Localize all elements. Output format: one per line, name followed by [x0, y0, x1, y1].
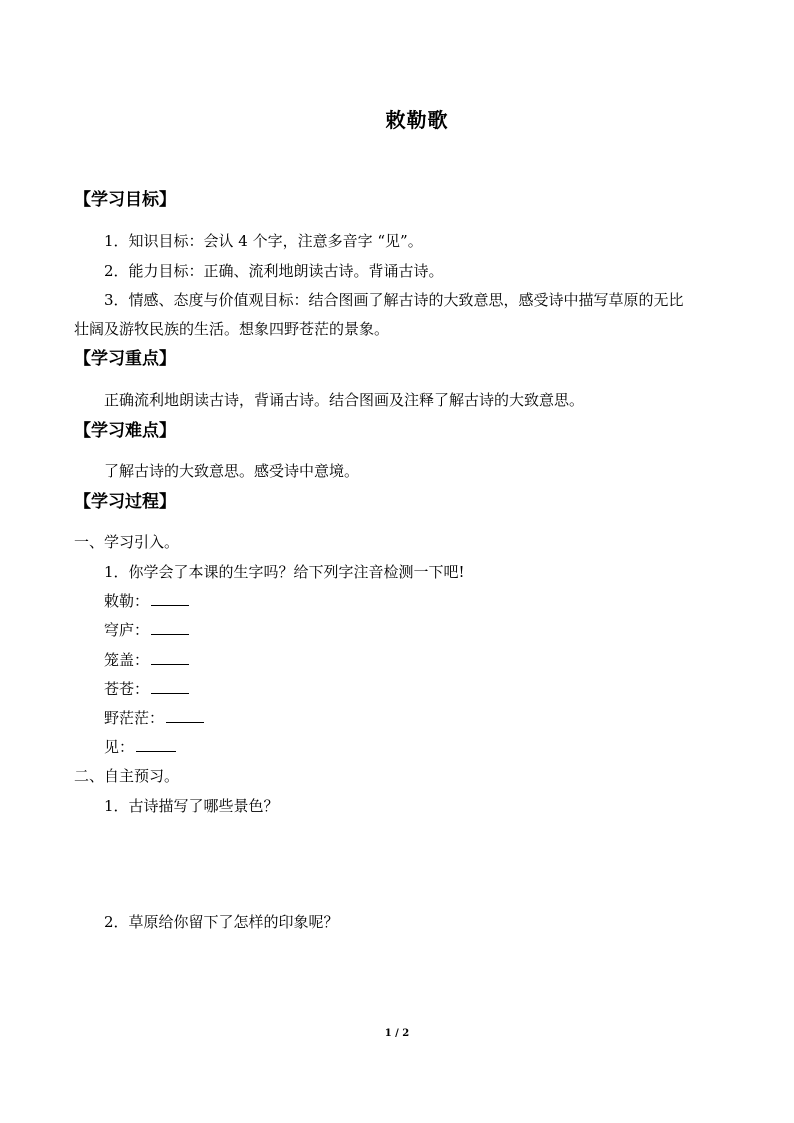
objective-3: 3．情感、态度与价值观目标：结合图画了解古诗的大致意思，感受诗中描写草原的无比 — [104, 291, 684, 309]
page-number: 1 / 2 — [384, 1028, 410, 1039]
answer-blank[interactable] — [151, 679, 189, 694]
word-label: 苍苍： — [104, 680, 150, 698]
word-item — [104, 679, 189, 699]
word-label: 笼盖： — [104, 651, 150, 669]
key-points-heading: 【学习重点】 — [74, 349, 176, 369]
part2-question-1: 1．古诗描写了哪些景色？ — [104, 797, 279, 815]
answer-blank[interactable] — [166, 708, 204, 723]
part2-title: 二、自主预习。 — [74, 767, 180, 785]
objective-3-continued: 壮阔及游牧民族的生活。想象四野苍茫的景象。 — [74, 320, 390, 338]
objective-2: 2．能力目标：正确、流利地朗读古诗。背诵古诗。 — [104, 262, 444, 280]
difficulty-text: 了解古诗的大致意思。感受诗中意境。 — [104, 462, 360, 480]
word-item — [104, 650, 189, 670]
answer-blank[interactable] — [151, 591, 189, 606]
objective-1: 1．知识目标：会认 4 个字，注意多音字 “见”。 — [104, 232, 423, 250]
part2-question-2: 2．草原给你留下了怎样的印象呢？ — [104, 913, 339, 931]
process-heading: 【学习过程】 — [74, 492, 176, 512]
word-item — [104, 620, 189, 640]
word-label: 野茫茫： — [104, 709, 165, 727]
objectives-heading: 【学习目标】 — [74, 190, 176, 210]
part1-question-1: 1．你学会了本课的生字吗？给下列字注音检测一下吧! — [104, 563, 465, 581]
document-title: 敕勒歌 — [385, 108, 449, 132]
word-item — [104, 708, 204, 728]
word-item — [104, 591, 189, 611]
word-label: 穹庐： — [104, 621, 150, 639]
part1-title: 一、学习引入。 — [74, 533, 180, 551]
key-points-text: 正确流利地朗读古诗，背诵古诗。结合图画及注释了解古诗的大致意思。 — [104, 391, 585, 409]
answer-blank[interactable] — [136, 737, 176, 752]
word-item — [104, 737, 176, 757]
word-label: 敕勒： — [104, 592, 150, 610]
word-label: 见： — [104, 738, 135, 756]
difficulty-heading: 【学习难点】 — [74, 421, 176, 441]
answer-blank[interactable] — [151, 620, 189, 635]
answer-blank[interactable] — [151, 650, 189, 665]
